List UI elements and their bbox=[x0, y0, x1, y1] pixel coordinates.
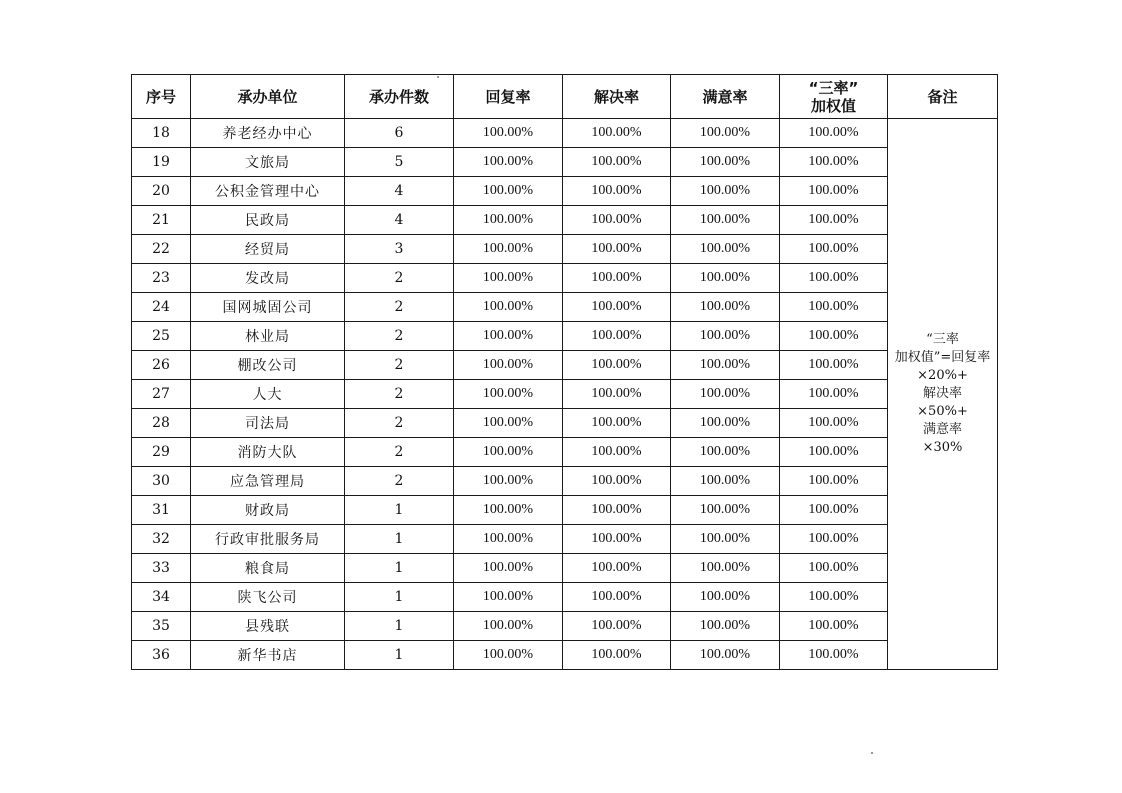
header-weighted-line2: 加权值 bbox=[810, 96, 856, 115]
cell-weighted-value: 100.00% bbox=[780, 438, 888, 467]
cell-satisfaction-rate: 100.00% bbox=[671, 496, 780, 525]
cell-solve-rate: 100.00% bbox=[563, 119, 671, 148]
cell-unit: 发改局 bbox=[191, 264, 345, 293]
cell-solve-rate: 100.00% bbox=[563, 380, 671, 409]
cell-solve-rate: 100.00% bbox=[563, 293, 671, 322]
cell-solve-rate: 100.00% bbox=[563, 148, 671, 177]
cell-satisfaction-rate: 100.00% bbox=[671, 235, 780, 264]
cell-seq: 21 bbox=[132, 206, 191, 235]
cell-solve-rate: 100.00% bbox=[563, 322, 671, 351]
table-row bbox=[132, 235, 998, 264]
table-row bbox=[132, 119, 998, 148]
header-weighted-value bbox=[780, 75, 888, 119]
cell-reply-rate: 100.00% bbox=[454, 293, 563, 322]
remark-line: ×50%+ bbox=[917, 404, 968, 419]
cell-count: 1 bbox=[345, 554, 454, 583]
cell-seq: 27 bbox=[132, 380, 191, 409]
cell-weighted-value: 100.00% bbox=[780, 264, 888, 293]
header-weighted-line1: “三率” bbox=[808, 78, 859, 97]
header-solve-rate: 解决率 bbox=[563, 75, 671, 119]
remark-line: “三率 bbox=[926, 332, 959, 347]
cell-reply-rate: 100.00% bbox=[454, 264, 563, 293]
cell-count: 1 bbox=[345, 496, 454, 525]
cell-satisfaction-rate: 100.00% bbox=[671, 409, 780, 438]
table-row bbox=[132, 177, 998, 206]
cell-count: 2 bbox=[345, 380, 454, 409]
header-unit: 承办单位 bbox=[191, 75, 345, 119]
cell-solve-rate: 100.00% bbox=[563, 409, 671, 438]
table-row bbox=[132, 322, 998, 351]
scan-speck bbox=[871, 752, 873, 754]
cell-weighted-value: 100.00% bbox=[780, 351, 888, 380]
cell-solve-rate: 100.00% bbox=[563, 438, 671, 467]
cell-reply-rate: 100.00% bbox=[454, 119, 563, 148]
cell-solve-rate: 100.00% bbox=[563, 554, 671, 583]
cell-satisfaction-rate: 100.00% bbox=[671, 438, 780, 467]
cell-satisfaction-rate: 100.00% bbox=[671, 641, 780, 670]
table-row bbox=[132, 148, 998, 177]
cell-unit: 文旅局 bbox=[191, 148, 345, 177]
cell-unit: 行政审批服务局 bbox=[191, 525, 345, 554]
table-row bbox=[132, 496, 998, 525]
cell-count: 2 bbox=[345, 409, 454, 438]
cell-count: 1 bbox=[345, 583, 454, 612]
cell-unit: 民政局 bbox=[191, 206, 345, 235]
cell-satisfaction-rate: 100.00% bbox=[671, 583, 780, 612]
remark-line: ×20%+ bbox=[917, 368, 968, 383]
cell-solve-rate: 100.00% bbox=[563, 641, 671, 670]
header-reply-rate: 回复率 bbox=[454, 75, 563, 119]
remark-line: 加权值”=回复率 bbox=[894, 350, 991, 365]
cell-reply-rate: 100.00% bbox=[454, 467, 563, 496]
cell-weighted-value: 100.00% bbox=[780, 177, 888, 206]
cell-unit: 应急管理局 bbox=[191, 467, 345, 496]
cell-seq: 30 bbox=[132, 467, 191, 496]
cell-count: 2 bbox=[345, 293, 454, 322]
cell-solve-rate: 100.00% bbox=[563, 264, 671, 293]
cell-weighted-value: 100.00% bbox=[780, 322, 888, 351]
cell-seq: 29 bbox=[132, 438, 191, 467]
cell-seq: 25 bbox=[132, 322, 191, 351]
cell-count: 2 bbox=[345, 351, 454, 380]
cell-weighted-value: 100.00% bbox=[780, 641, 888, 670]
cell-unit: 国网城固公司 bbox=[191, 293, 345, 322]
cell-unit: 陕飞公司 bbox=[191, 583, 345, 612]
cell-count: 2 bbox=[345, 467, 454, 496]
cell-count: 5 bbox=[345, 148, 454, 177]
cell-weighted-value: 100.00% bbox=[780, 612, 888, 641]
cell-seq: 33 bbox=[132, 554, 191, 583]
cell-unit: 消防大队 bbox=[191, 438, 345, 467]
cell-reply-rate: 100.00% bbox=[454, 641, 563, 670]
cell-satisfaction-rate: 100.00% bbox=[671, 264, 780, 293]
cell-seq: 19 bbox=[132, 148, 191, 177]
cell-seq: 32 bbox=[132, 525, 191, 554]
cell-count: 4 bbox=[345, 177, 454, 206]
table-header-row bbox=[132, 75, 998, 119]
cell-weighted-value: 100.00% bbox=[780, 409, 888, 438]
cell-unit: 林业局 bbox=[191, 322, 345, 351]
cell-weighted-value: 100.00% bbox=[780, 293, 888, 322]
cell-unit: 经贸局 bbox=[191, 235, 345, 264]
cell-seq: 35 bbox=[132, 612, 191, 641]
cell-unit: 粮食局 bbox=[191, 554, 345, 583]
cell-seq: 22 bbox=[132, 235, 191, 264]
cell-unit: 县残联 bbox=[191, 612, 345, 641]
cell-reply-rate: 100.00% bbox=[454, 612, 563, 641]
cell-solve-rate: 100.00% bbox=[563, 525, 671, 554]
cell-reply-rate: 100.00% bbox=[454, 496, 563, 525]
table-row bbox=[132, 351, 998, 380]
cell-satisfaction-rate: 100.00% bbox=[671, 206, 780, 235]
remark-line: ×30% bbox=[922, 440, 963, 455]
cell-count: 1 bbox=[345, 525, 454, 554]
cell-solve-rate: 100.00% bbox=[563, 206, 671, 235]
table-row bbox=[132, 380, 998, 409]
cell-satisfaction-rate: 100.00% bbox=[671, 322, 780, 351]
cell-unit: 公积金管理中心 bbox=[191, 177, 345, 206]
header-count: 承办件数 bbox=[345, 75, 454, 119]
cell-seq: 24 bbox=[132, 293, 191, 322]
cell-satisfaction-rate: 100.00% bbox=[671, 293, 780, 322]
cell-solve-rate: 100.00% bbox=[563, 235, 671, 264]
table-row bbox=[132, 409, 998, 438]
cell-weighted-value: 100.00% bbox=[780, 525, 888, 554]
cell-unit: 养老经办中心 bbox=[191, 119, 345, 148]
cell-solve-rate: 100.00% bbox=[563, 612, 671, 641]
cell-weighted-value: 100.00% bbox=[780, 496, 888, 525]
cell-satisfaction-rate: 100.00% bbox=[671, 148, 780, 177]
cell-reply-rate: 100.00% bbox=[454, 380, 563, 409]
cell-reply-rate: 100.00% bbox=[454, 525, 563, 554]
remark-cell bbox=[888, 119, 998, 670]
cell-count: 3 bbox=[345, 235, 454, 264]
cell-satisfaction-rate: 100.00% bbox=[671, 612, 780, 641]
cell-count: 6 bbox=[345, 119, 454, 148]
header-seq: 序号 bbox=[132, 75, 191, 119]
table-row bbox=[132, 206, 998, 235]
header-remark: 备注 bbox=[888, 75, 998, 119]
cell-satisfaction-rate: 100.00% bbox=[671, 467, 780, 496]
cell-solve-rate: 100.00% bbox=[563, 583, 671, 612]
cell-reply-rate: 100.00% bbox=[454, 583, 563, 612]
cell-reply-rate: 100.00% bbox=[454, 206, 563, 235]
table-row bbox=[132, 583, 998, 612]
cell-seq: 34 bbox=[132, 583, 191, 612]
header-satisfaction-rate: 满意率 bbox=[671, 75, 780, 119]
cell-weighted-value: 100.00% bbox=[780, 583, 888, 612]
cell-count: 4 bbox=[345, 206, 454, 235]
cell-seq: 36 bbox=[132, 641, 191, 670]
remark-line: 满意率 bbox=[922, 422, 962, 437]
cell-weighted-value: 100.00% bbox=[780, 148, 888, 177]
cell-unit: 新华书店 bbox=[191, 641, 345, 670]
cell-seq: 31 bbox=[132, 496, 191, 525]
cell-reply-rate: 100.00% bbox=[454, 351, 563, 380]
cell-unit: 司法局 bbox=[191, 409, 345, 438]
cell-solve-rate: 100.00% bbox=[563, 467, 671, 496]
cell-weighted-value: 100.00% bbox=[780, 119, 888, 148]
scan-speck bbox=[437, 76, 439, 78]
cell-seq: 20 bbox=[132, 177, 191, 206]
cell-reply-rate: 100.00% bbox=[454, 554, 563, 583]
table-body bbox=[132, 119, 998, 670]
cell-satisfaction-rate: 100.00% bbox=[671, 119, 780, 148]
table-row bbox=[132, 467, 998, 496]
table-row bbox=[132, 264, 998, 293]
cell-count: 1 bbox=[345, 641, 454, 670]
cell-unit: 人大 bbox=[191, 380, 345, 409]
cell-reply-rate: 100.00% bbox=[454, 322, 563, 351]
cell-weighted-value: 100.00% bbox=[780, 206, 888, 235]
table-row bbox=[132, 525, 998, 554]
cell-satisfaction-rate: 100.00% bbox=[671, 351, 780, 380]
cell-count: 1 bbox=[345, 612, 454, 641]
table-row bbox=[132, 554, 998, 583]
cell-weighted-value: 100.00% bbox=[780, 235, 888, 264]
cell-satisfaction-rate: 100.00% bbox=[671, 525, 780, 554]
table-row bbox=[132, 438, 998, 467]
cell-satisfaction-rate: 100.00% bbox=[671, 380, 780, 409]
rates-table bbox=[131, 74, 998, 670]
cell-reply-rate: 100.00% bbox=[454, 409, 563, 438]
cell-weighted-value: 100.00% bbox=[780, 467, 888, 496]
cell-reply-rate: 100.00% bbox=[454, 148, 563, 177]
cell-seq: 18 bbox=[132, 119, 191, 148]
cell-seq: 28 bbox=[132, 409, 191, 438]
cell-reply-rate: 100.00% bbox=[454, 235, 563, 264]
cell-unit: 财政局 bbox=[191, 496, 345, 525]
cell-solve-rate: 100.00% bbox=[563, 496, 671, 525]
cell-reply-rate: 100.00% bbox=[454, 438, 563, 467]
cell-reply-rate: 100.00% bbox=[454, 177, 563, 206]
cell-satisfaction-rate: 100.00% bbox=[671, 554, 780, 583]
cell-solve-rate: 100.00% bbox=[563, 351, 671, 380]
cell-weighted-value: 100.00% bbox=[780, 380, 888, 409]
cell-satisfaction-rate: 100.00% bbox=[671, 177, 780, 206]
cell-count: 2 bbox=[345, 322, 454, 351]
cell-unit: 棚改公司 bbox=[191, 351, 345, 380]
cell-solve-rate: 100.00% bbox=[563, 177, 671, 206]
cell-count: 2 bbox=[345, 438, 454, 467]
cell-count: 2 bbox=[345, 264, 454, 293]
table-row bbox=[132, 641, 998, 670]
cell-seq: 23 bbox=[132, 264, 191, 293]
remark-line: 解决率 bbox=[922, 386, 962, 401]
cell-seq: 26 bbox=[132, 351, 191, 380]
table-row bbox=[132, 612, 998, 641]
cell-weighted-value: 100.00% bbox=[780, 554, 888, 583]
table-row bbox=[132, 293, 998, 322]
